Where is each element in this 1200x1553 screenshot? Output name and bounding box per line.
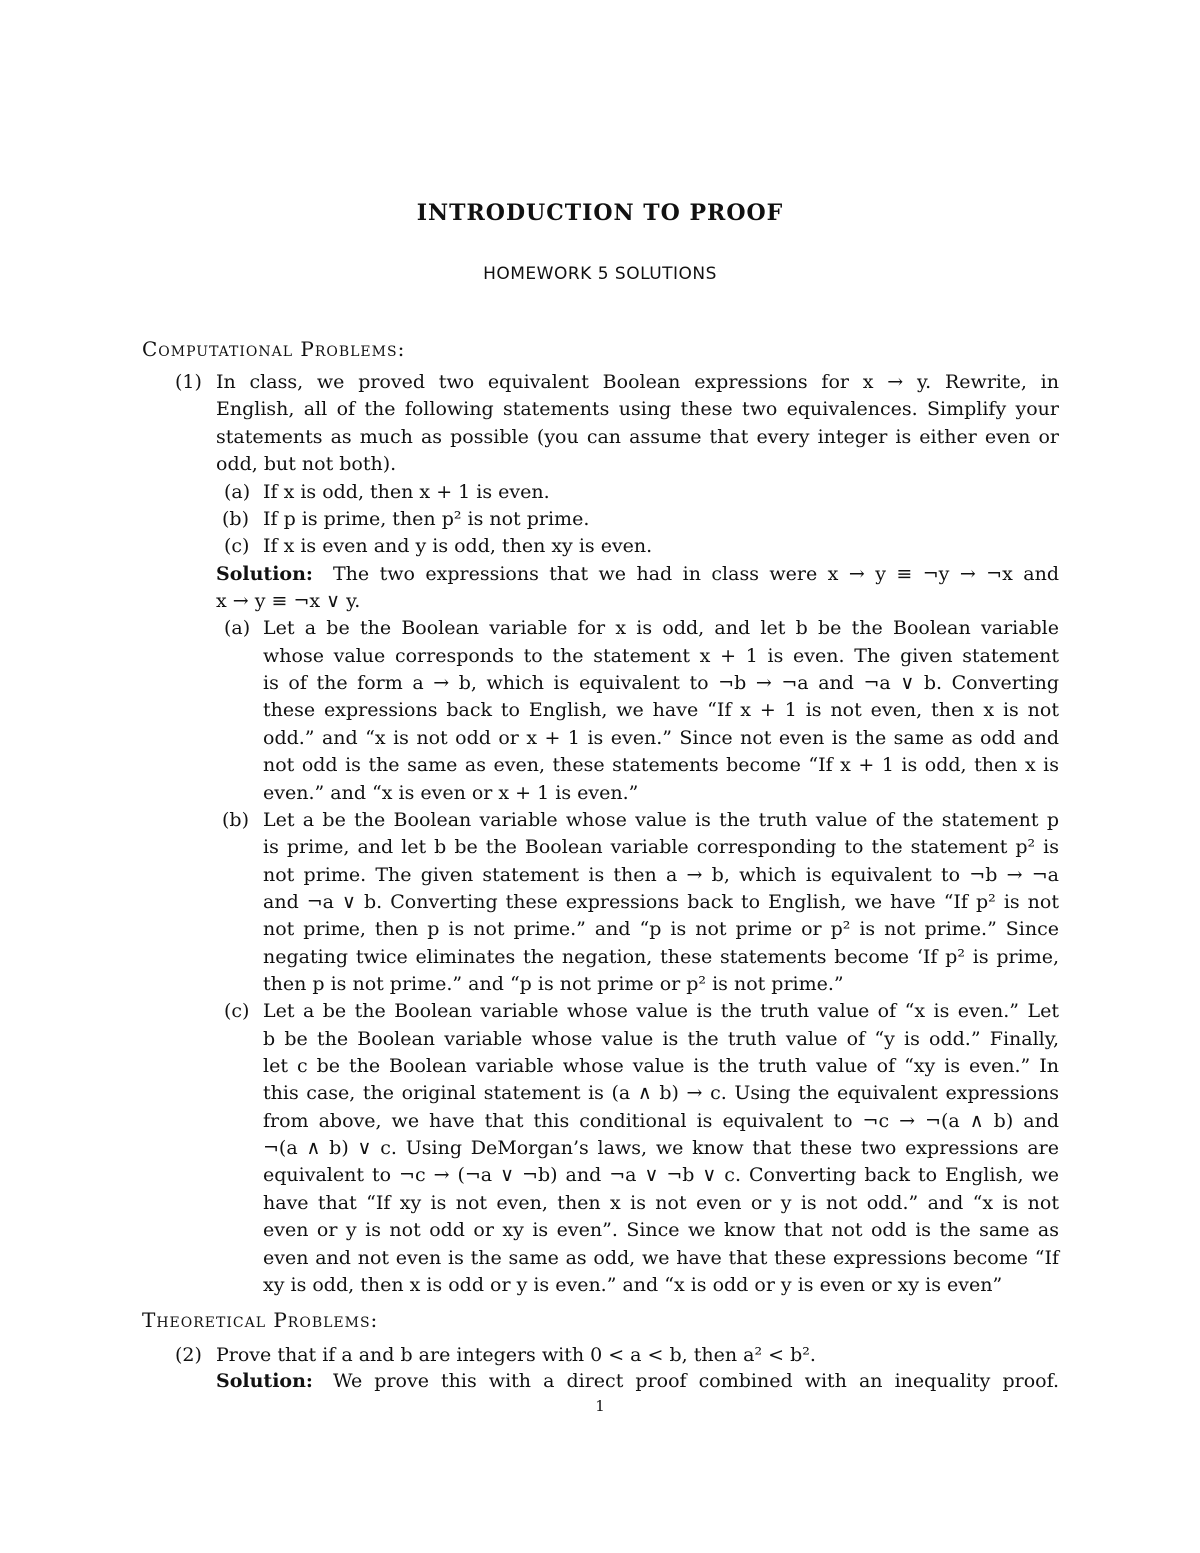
section-heading-computational: Computational Problems: (142, 337, 406, 361)
part-label: (c) (224, 535, 250, 557)
section-heading-theoretical: Theoretical Problems: (142, 1308, 379, 1332)
solution-line: b be the Boolean variable whose value is the truth value of “y is odd.” Finally, (263, 1028, 1059, 1050)
solution-line: even or y is not odd or xy is even”. Since we know that not odd is the same as (263, 1219, 1059, 1241)
solution-line: then p is not prime.” and “p is not prime or p² is not prime.” (263, 973, 844, 995)
solution-line: is of the form a → b, which is equivalent to ¬b → ¬a and ¬a ∨ b. Converting (263, 672, 1059, 694)
page-number: 1 (595, 1397, 605, 1415)
solution-line: x → y ≡ ¬x ∨ y. (216, 590, 361, 612)
solution-line: xy is odd, then x is odd or y is even.” and “x is odd or y is even or xy is even” (263, 1274, 1003, 1296)
solution-line: this case, the original statement is (a ∧ b) → c. Using the equivalent expressions (263, 1082, 1059, 1104)
solution-line: even.” and “x is even or x + 1 is even.” (263, 782, 639, 804)
solution-line: whose value corresponds to the statement x + 1 is even. The given statement (263, 645, 1059, 667)
solution-line: and ¬a ∨ b. Converting these expressions back to English, we have “If p² is not (263, 891, 1059, 913)
solution-line: ¬(a ∧ b) ∨ c. Using DeMorgan’s laws, we know that these two expressions are (263, 1137, 1059, 1159)
part-text: If p is prime, then p² is not prime. (263, 508, 590, 530)
solution-line: Let a be the Boolean variable whose value is the truth value of the statement p (263, 809, 1059, 831)
solution-part-label: (a) (224, 617, 251, 639)
solution-part-label: (b) (222, 809, 249, 831)
solution-line: not prime, then p is not prime.” and “p is not prime or p² is not prime.” Since (263, 918, 1059, 940)
document-title: INTRODUCTION TO PROOF (416, 200, 784, 226)
solution-line: We prove this with a direct proof combined with an inequality proof. (333, 1370, 1059, 1392)
solution-label: Solution: (216, 563, 313, 585)
solution-line: The two expressions that we had in class were x → y ≡ ¬y → ¬x and (333, 563, 1059, 585)
solution-line: not prime. The given statement is then a → b, which is equivalent to ¬b → ¬a (263, 864, 1059, 886)
solution-line: Let a be the Boolean variable for x is odd, and let b be the Boolean variable (263, 617, 1059, 639)
part-label: (a) (224, 481, 251, 503)
document-subtitle: HOMEWORK 5 SOLUTIONS (483, 264, 717, 284)
solution-line: odd.” and “x is not odd or x + 1 is even.” Since not even is the same as odd and (263, 727, 1059, 749)
solution-line: from above, we have that this conditional is equivalent to ¬c → ¬(a ∧ b) and (263, 1110, 1059, 1132)
solution-label: Solution: (216, 1370, 313, 1392)
part-label: (b) (222, 508, 249, 530)
solution-line: equivalent to ¬c → (¬a ∨ ¬b) and ¬a ∨ ¬b ∨ c. Converting back to English, we (263, 1164, 1059, 1186)
problem-number: (1) (175, 371, 202, 393)
problem-statement-line: Prove that if a and b are integers with 0 < a < b, then a² < b². (216, 1344, 816, 1366)
problem-statement-line: odd, but not both). (216, 453, 397, 475)
solution-line: not odd is the same as even, these statements become “If x + 1 is odd, then x is (263, 754, 1059, 776)
solution-line: Let a be the Boolean variable whose value is the truth value of “x is even.” Let (263, 1000, 1059, 1022)
solution-line: have that “If xy is not even, then x is not even or y is not odd.” and “x is not (263, 1192, 1059, 1214)
part-text: If x is even and y is odd, then xy is even. (263, 535, 653, 557)
problem-number: (2) (175, 1344, 202, 1366)
solution-part-label: (c) (224, 1000, 250, 1022)
solution-line: is prime, and let b be the Boolean variable corresponding to the statement p² is (263, 836, 1059, 858)
solution-line: even and not even is the same as odd, we have that these expressions become “If (263, 1247, 1059, 1269)
problem-statement-line: statements as much as possible (you can assume that every integer is either even or (216, 426, 1059, 448)
solution-line: negating twice eliminates the negation, these statements become ‘If p² is prime, (263, 946, 1059, 968)
problem-statement-line: English, all of the following statements using these two equivalences. Simplify your (216, 398, 1059, 420)
solution-line: let c be the Boolean variable whose value is the truth value of “xy is even.” In (263, 1055, 1059, 1077)
solution-line: these expressions back to English, we have “If x + 1 is not even, then x is not (263, 699, 1059, 721)
part-text: If x is odd, then x + 1 is even. (263, 481, 550, 503)
problem-statement-line: In class, we proved two equivalent Boolean expressions for x → y. Rewrite, in (216, 371, 1059, 393)
